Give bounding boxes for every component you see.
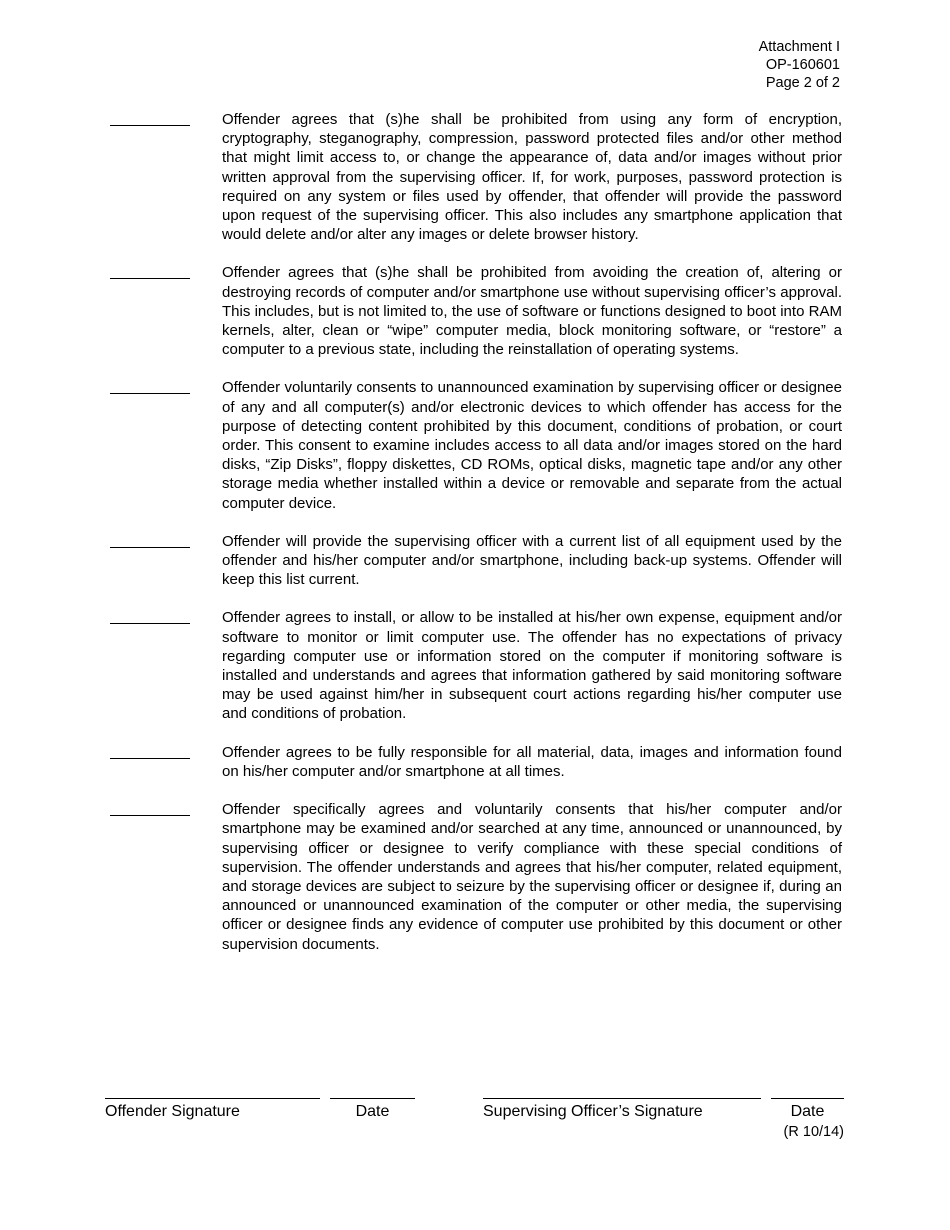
- condition-text: Offender agrees that (s)he shall be prohibited from avoiding the creation of, altering or destroying records of computer and/or smartphone use without supervising officer’s approval. This includes, but is not limited to, the use of software or functions designed to boot into RAM kernels, alter, clean or “wipe” computer media, block monitoring software, or “restore” a computer to a previous state, including the reinstallation of operating systems.: [222, 264, 842, 359]
- condition-item: [110, 532, 842, 590]
- offender-date-line: [330, 1098, 415, 1099]
- condition-item: [110, 110, 842, 244]
- condition-text: Offender specifically agrees and voluntarily consents that his/her computer and/or smartphone may be examined and/or searched at any time, announced or unannounced, by supervising officer or designee to verify compliance with these special conditions of supervision. The offender understands and agrees that his/her computer, related equipment, and storage devices are subject to seizure by the supervising officer or designee if, during an announced or unannounced examination of the computer or other media, the supervising officer or designee finds any evidence of computer use prohibited by this document or other supervision documents.: [222, 801, 842, 953]
- officer-signature-block: [483, 1098, 761, 1122]
- officer-signature-line: [483, 1098, 761, 1099]
- condition-item: [110, 608, 842, 723]
- officer-date-line: [771, 1098, 844, 1099]
- initials-blank-line: [110, 743, 190, 759]
- condition-item: [110, 800, 842, 954]
- offender-date-label: Date: [355, 1103, 390, 1120]
- initials-blank-line: [110, 800, 190, 816]
- signature-section: [105, 1098, 844, 1140]
- condition-item: [110, 743, 842, 781]
- condition-text: Offender voluntarily consents to unannounced examination by supervising officer or designee of any and all computer(s) and/or electronic devices to which offender has access for the purpose of detecting content prohibited by this document, conditions of probation, or court order. This consent to examine includes access to all data and/or images stored on the hard disks, “Zip Disks”, floppy diskettes, CD ROMs, optical disks, magnetic tape and/or any other storage media whether installed within a device or removable and separate from the actual computer device.: [222, 379, 842, 512]
- header-attachment: Attachment I: [758, 39, 840, 55]
- condition-text: Offender agrees to install, or allow to be installed at his/her own expense, equipment and/or software to monitor or limit computer use. The offender has no expectations of privacy regarding computer use or information stored on the computer if monitoring software is installed and understands and agrees that information gathered by said monitoring software may be used against him/her in subsequent court actions regarding his/her computer use and conditions of probation.: [222, 609, 842, 723]
- signature-row: [105, 1098, 844, 1122]
- offender-date-block: [330, 1098, 415, 1122]
- offender-signature-line: [105, 1098, 320, 1099]
- offender-signature-block: [105, 1098, 320, 1122]
- condition-text: Offender agrees to be fully responsible for all material, data, images and information found on his/her computer and/or smartphone at all times.: [222, 743, 842, 780]
- initials-blank-line: [110, 608, 190, 624]
- initials-blank-line: [110, 110, 190, 126]
- condition-text: Offender agrees that (s)he shall be prohibited from using any form of encryption, cryptography, steganography, compression, password protected files and/or other method that might limit access to, or change the appearance of, data and/or images without prior written approval from the supervising officer. If, for work, purposes, password protection is required on any system or files used by offender, that offender will provide the password upon request of the supervising officer. This also includes any smartphone application that would delete and/or alter any images or delete browser history.: [222, 111, 842, 244]
- condition-item: [110, 378, 842, 512]
- offender-signature-label: Offender Signature: [105, 1103, 240, 1120]
- initials-blank-line: [110, 378, 190, 394]
- initials-blank-line: [110, 532, 190, 548]
- header-form-number: OP-160601: [765, 57, 840, 73]
- revision-number: (R 10/14): [783, 1124, 844, 1140]
- officer-date-label: Date: [790, 1103, 825, 1120]
- condition-item: [110, 263, 842, 359]
- header-page-number: Page 2 of 2: [765, 75, 840, 91]
- document-header: [759, 38, 840, 92]
- officer-signature-label: Supervising Officer’s Signature: [483, 1103, 703, 1120]
- conditions-list: [110, 110, 842, 973]
- initials-blank-line: [110, 263, 190, 279]
- officer-date-block: [771, 1098, 844, 1122]
- condition-text: Offender will provide the supervising officer with a current list of all equipment used by the offender and his/her computer and/or smartphone, including back-up systems. Offender will keep this list current.: [222, 532, 842, 589]
